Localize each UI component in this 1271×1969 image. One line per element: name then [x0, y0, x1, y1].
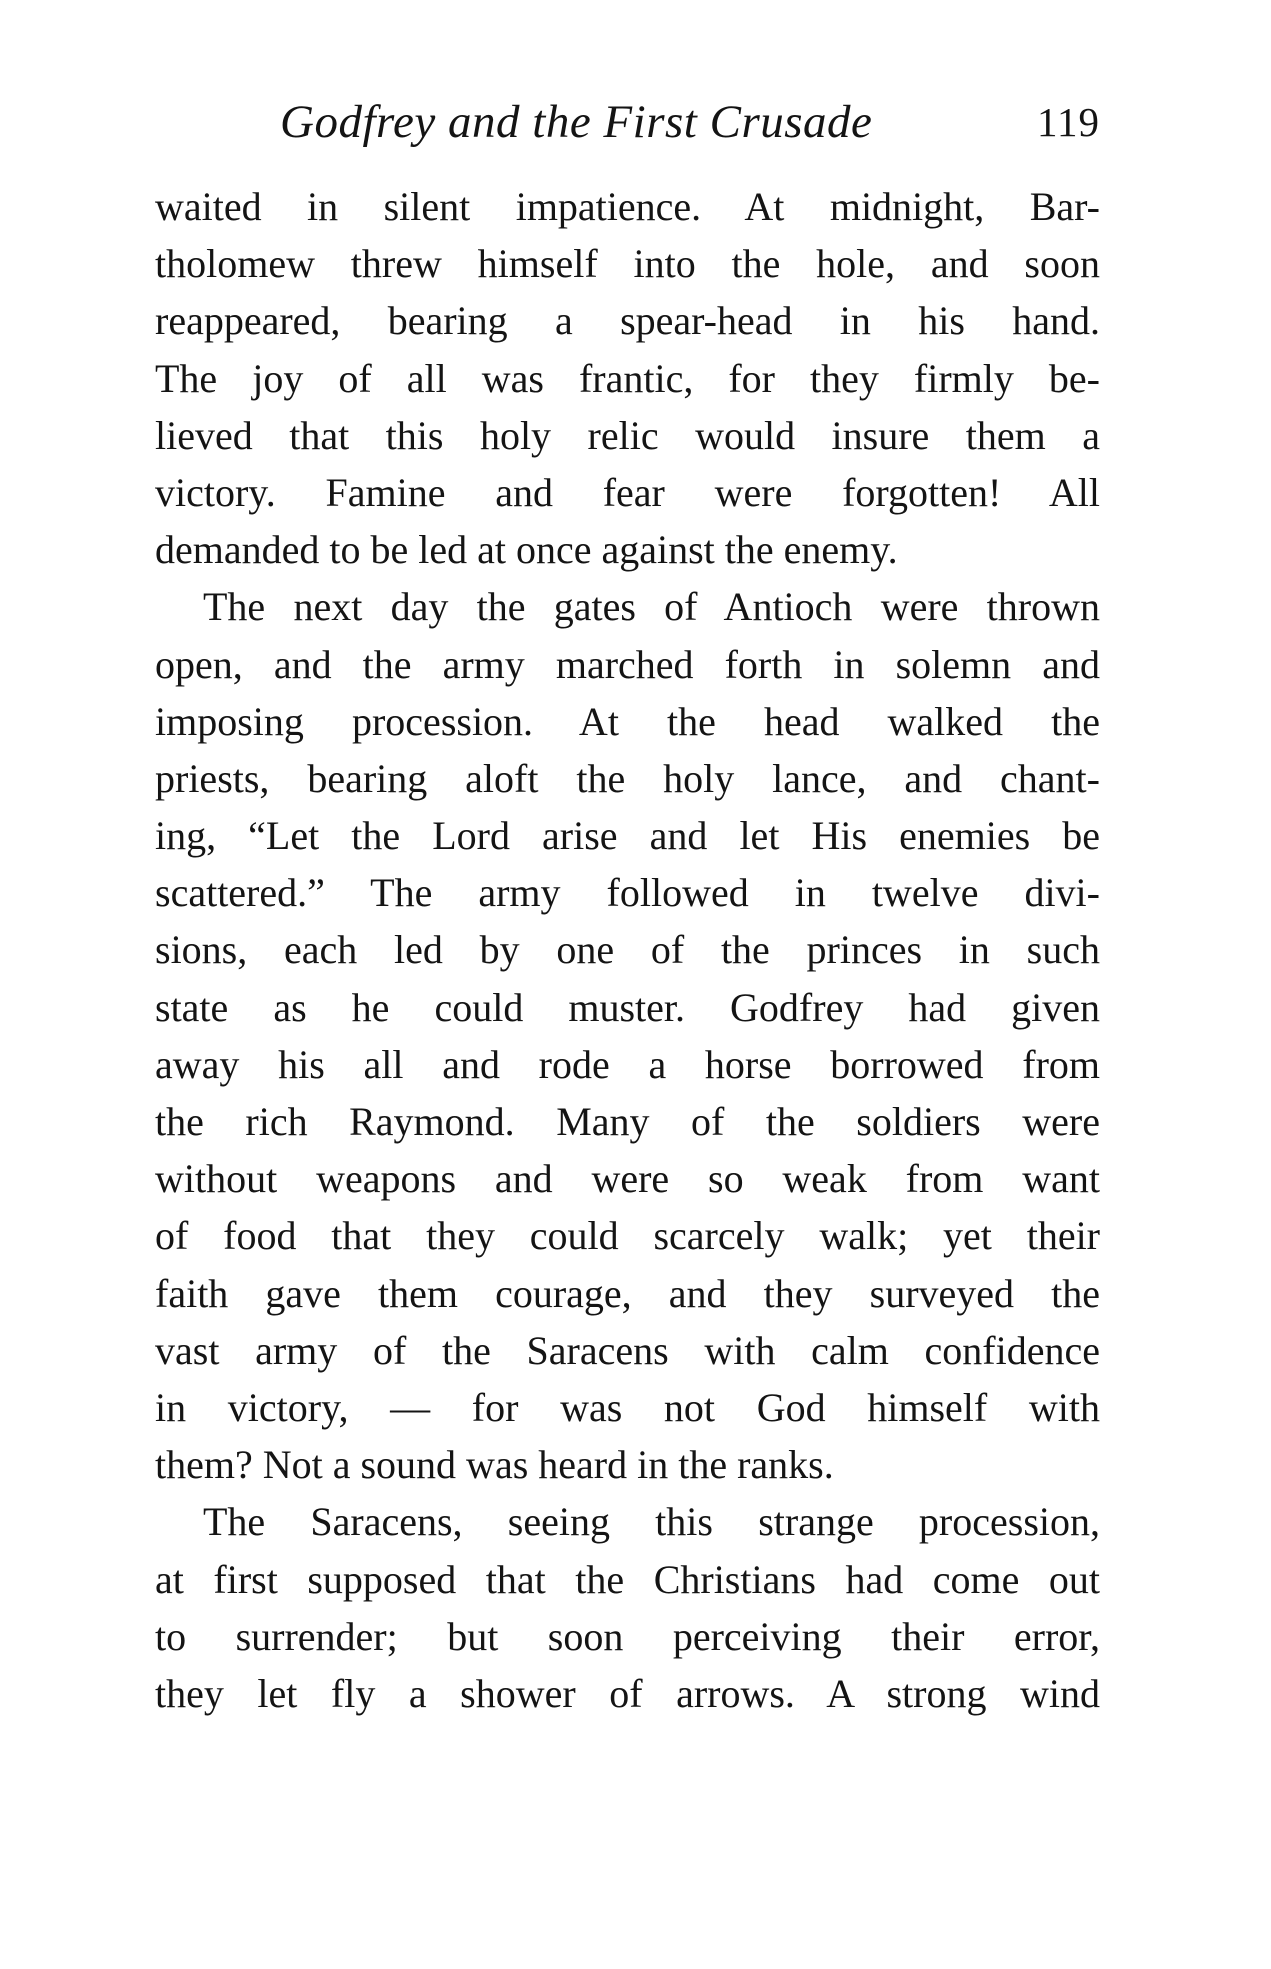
- text-line: victory. Famine and fear were forgotten! All: [155, 469, 1100, 515]
- text-line: the rich Raymond. Many of the soldiers were: [155, 1099, 1100, 1144]
- text-line: away his all and rode a horse borrowed from: [155, 1041, 1100, 1087]
- text-line: in victory, — for was not God himself with: [155, 1384, 1100, 1430]
- running-title: Godfrey and the First Crusade: [280, 96, 873, 148]
- text-line: they let fly a shower of arrows. A strong wind: [155, 1670, 1100, 1716]
- text-line: them? Not a sound was heard in the ranks.: [155, 1442, 834, 1488]
- text-line: ing, “Let the Lord arise and let His enemies be: [155, 813, 1100, 859]
- text-line: scattered.” The army followed in twelve divi-: [155, 870, 1100, 916]
- text-line: demanded to be led at once against the enemy.: [155, 527, 898, 573]
- text-line: faith gave them courage, and they surveyed the: [155, 1270, 1100, 1316]
- text-line: state as he could muster. Godfrey had given: [155, 984, 1100, 1030]
- text-line: lieved that this holy relic would insure them a: [155, 412, 1100, 458]
- body-text: [155, 178, 1100, 1722]
- text-line: The Saracens, seeing this strange procession,: [203, 1499, 1100, 1545]
- text-line: priests, bearing aloft the holy lance, and chant-: [155, 755, 1100, 801]
- text-line: to surrender; but soon perceiving their error,: [155, 1613, 1100, 1659]
- page-number: 119: [1037, 99, 1100, 145]
- running-head: [280, 92, 1100, 152]
- paragraph-1: [155, 178, 1100, 578]
- text-line: vast army of the Saracens with calm confidence: [155, 1327, 1100, 1373]
- text-line: open, and the army marched forth in solemn and: [155, 641, 1100, 687]
- text-line: without weapons and were so weak from want: [155, 1156, 1100, 1202]
- text-line: The next day the gates of Antioch were thrown: [203, 584, 1100, 630]
- text-line: reappeared, bearing a spear-head in his hand.: [155, 298, 1100, 344]
- paragraph-3: [155, 1493, 1100, 1722]
- text-line: tholomew threw himself into the hole, and soon: [155, 241, 1100, 287]
- text-line: at first supposed that the Christians had come out: [155, 1556, 1100, 1602]
- text-line: waited in silent impatience. At midnight, Bar-: [155, 184, 1100, 229]
- paragraph-2: [155, 578, 1100, 1493]
- text-line: The joy of all was frantic, for they firmly be-: [155, 355, 1100, 401]
- text-line: of food that they could scarcely walk; yet their: [155, 1213, 1100, 1259]
- text-line: sions, each led by one of the princes in such: [155, 927, 1100, 973]
- text-line: imposing procession. At the head walked the: [155, 698, 1100, 744]
